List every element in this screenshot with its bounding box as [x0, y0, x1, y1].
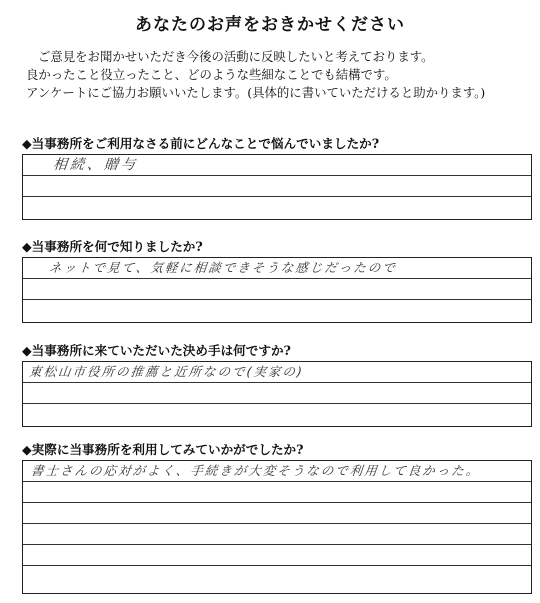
- question-label: ◆当事務所に来ていただいた決め手は何ですか?: [22, 343, 291, 358]
- question-section-3: [22, 342, 532, 427]
- ruled-line: [23, 502, 531, 503]
- question-section-1: [22, 135, 532, 220]
- ruled-line: [23, 382, 531, 383]
- answer-box: [22, 154, 532, 220]
- form-title: あなたのお声をおきかせください: [135, 15, 405, 35]
- intro-line: 良かったこと役立ったこと、どのような些細なことでも結構です。: [26, 67, 397, 82]
- question-section-2: [22, 238, 532, 323]
- handwritten-answer: ネットで見て、気軽に相談できそうな感じだったので: [48, 260, 398, 275]
- ruled-line: [23, 481, 531, 482]
- intro-line: アンケートにご協力お願いいたします。(具体的に書いていただけると助かります。): [26, 85, 486, 100]
- handwritten-answer: 書士さんの応対がよく、手続きが大変そうなので利用して良かった。: [30, 463, 482, 478]
- handwritten-answer: 東松山市役所の推薦と近所なので(実家の): [28, 364, 305, 379]
- ruled-line: [23, 523, 531, 524]
- ruled-line: [23, 565, 531, 566]
- handwritten-answer: 相続、贈与: [52, 157, 139, 173]
- ruled-line: [23, 278, 531, 279]
- ruled-line: [23, 299, 531, 300]
- ruled-line: [23, 403, 531, 404]
- question-section-4: [22, 441, 532, 594]
- ruled-line: [23, 196, 531, 197]
- intro-text: [26, 48, 526, 102]
- answer-box: [22, 257, 532, 323]
- ruled-line: [23, 544, 531, 545]
- question-label: ◆当事務所をご利用なさる前にどんなことで悩んでいましたか?: [22, 136, 380, 151]
- question-label: ◆当事務所を何で知りましたか?: [22, 239, 203, 254]
- ruled-line: [23, 175, 531, 176]
- question-label: ◆実際に当事務所を利用してみていかがでしたか?: [22, 442, 304, 457]
- intro-line: ご意見をお聞かせいただき今後の活動に反映したいと考えております。: [38, 49, 434, 64]
- answer-box: [22, 460, 532, 594]
- answer-box: [22, 361, 532, 427]
